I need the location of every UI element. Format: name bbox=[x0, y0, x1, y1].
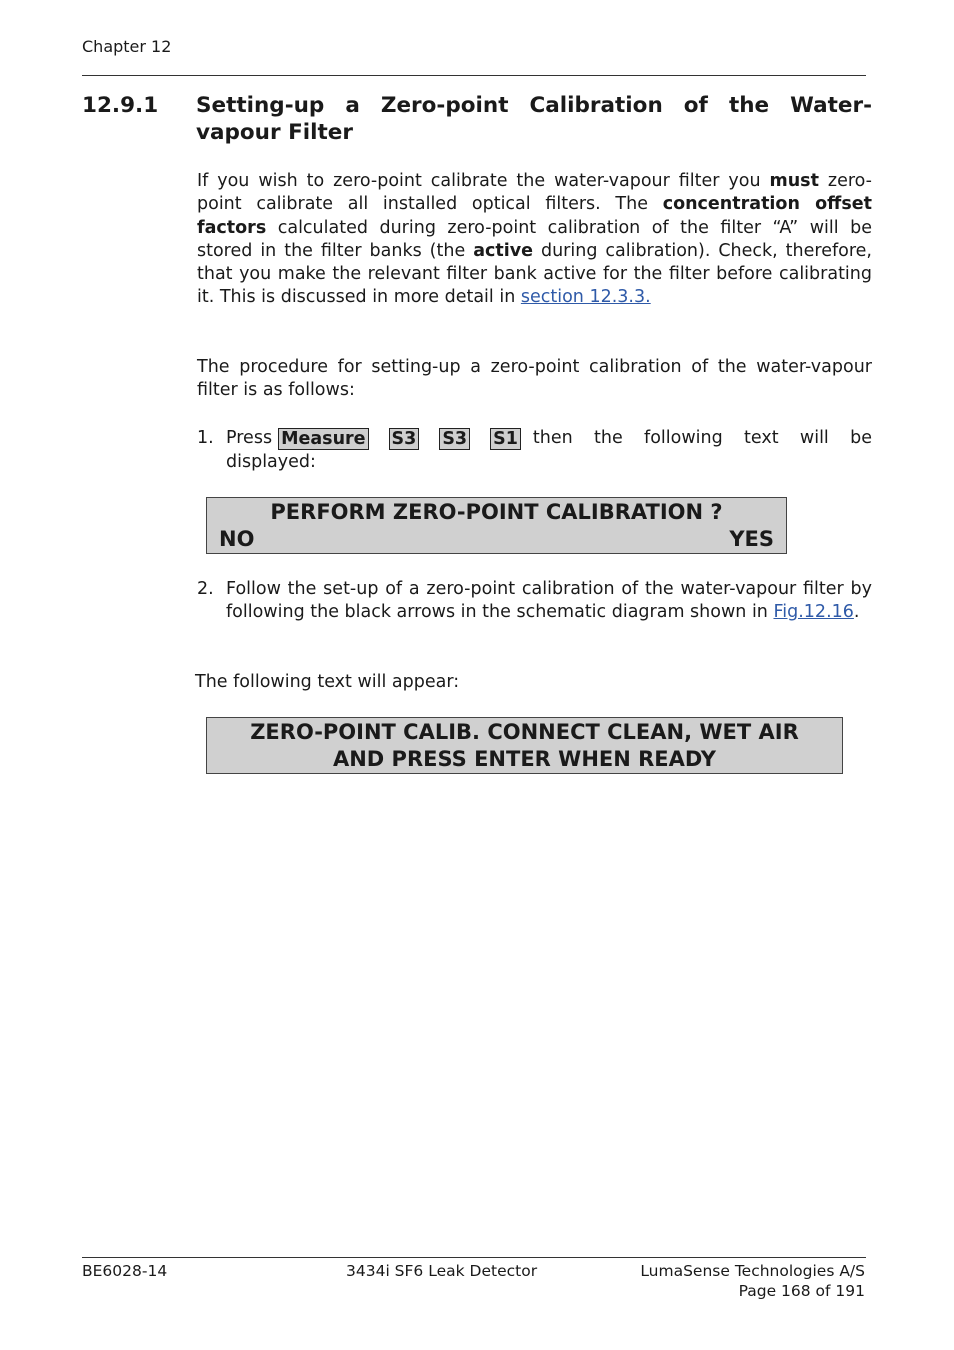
step-1-rest-line1: then the following text will be bbox=[532, 428, 872, 448]
step-2 bbox=[197, 578, 872, 625]
display-1-line-1: PERFORM ZERO-POINT CALIBRATION ? bbox=[270, 500, 723, 524]
footer-rule bbox=[82, 1257, 866, 1258]
step-1-continuation bbox=[197, 451, 872, 474]
lcd-display-connect-wet-air bbox=[206, 717, 843, 774]
intro-text-3: calculated during zero-point calibration of the filter “A” will be stored in the filter banks (the bbox=[197, 217, 872, 261]
fig-12-16-link[interactable]: Fig.12.16 bbox=[773, 602, 854, 623]
key-s3-second[interactable]: S3 bbox=[439, 428, 470, 450]
intro-text-4: during calibration). Check, therefore, that you make the relevant filter bank active for the filter before calibrating it. This is discussed in more detail in bbox=[197, 240, 872, 308]
step-2-text: Follow the set-up of a zero-point calibration of the water-vapour filter by following the black arrows in the schematic diagram shown in bbox=[226, 579, 872, 623]
footer-company-page bbox=[640, 1261, 865, 1301]
intro-paragraph bbox=[197, 170, 872, 310]
display-option-no[interactable]: NO bbox=[219, 527, 255, 551]
following-text-label: The following text will appear: bbox=[195, 672, 460, 692]
intro-text-2: zero-point calibrate all installed optical filters. The bbox=[197, 171, 873, 215]
section-title: Setting-up a Zero-point Calibration of the Water-vapour Filter bbox=[196, 93, 872, 145]
step-1-number: 1. bbox=[197, 428, 214, 448]
step-1-displayed: displayed: bbox=[226, 452, 316, 472]
section-12-3-3-link[interactable]: section 12.3.3. bbox=[520, 287, 651, 308]
key-measure[interactable]: Measure bbox=[278, 428, 368, 450]
intro-text-1: If you wish to zero-point calibrate the water-vapour filter you bbox=[197, 171, 770, 191]
intro-bold-must: must bbox=[769, 171, 819, 191]
footer-company: LumaSense Technologies A/S bbox=[640, 1262, 865, 1280]
header-rule bbox=[82, 75, 866, 76]
footer-page-number: Page 168 of 191 bbox=[738, 1282, 865, 1300]
display-2-line-2: AND PRESS ENTER WHEN READY bbox=[332, 747, 716, 771]
intro-bold-offset-factors: concentration offset factors bbox=[197, 194, 872, 238]
display-option-yes[interactable]: YES bbox=[729, 527, 774, 551]
footer-product: 3434i SF6 Leak Detector bbox=[346, 1262, 538, 1280]
running-header-chapter: Chapter 12 bbox=[82, 37, 172, 56]
procedure-paragraph: The procedure for setting-up a zero-point calibration of the water-vapour filter is as follows: bbox=[197, 357, 872, 401]
step-2-number: 2. bbox=[197, 579, 214, 599]
intro-bold-active: active bbox=[473, 240, 534, 261]
key-s3-first[interactable]: S3 bbox=[389, 428, 420, 450]
display-1-line-2 bbox=[207, 526, 786, 553]
display-2-line-1: ZERO-POINT CALIB. CONNECT CLEAN, WET AIR bbox=[250, 720, 799, 744]
step-2-body bbox=[226, 578, 872, 625]
section-number: 12.9.1 bbox=[82, 93, 159, 118]
footer-doc-id: BE6028-14 bbox=[82, 1262, 168, 1280]
step-2-end: . bbox=[853, 602, 860, 623]
step-1 bbox=[197, 427, 872, 450]
lcd-display-perform-calibration bbox=[206, 497, 787, 554]
key-s1[interactable]: S1 bbox=[490, 428, 521, 450]
step-1-press: Press bbox=[226, 428, 273, 448]
